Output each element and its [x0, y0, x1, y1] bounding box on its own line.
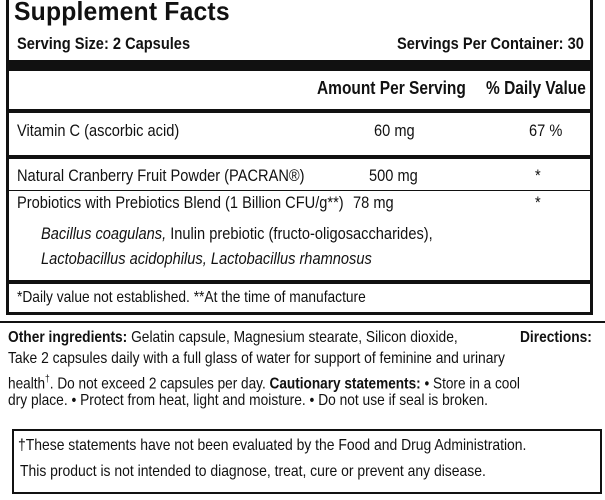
storage-text: dry place. • Protect from heat, light and moisture. • Do not use if seal is broken. [8, 392, 489, 409]
nutrient-daily-value: * [535, 166, 541, 185]
fda-disclaimer-box [12, 429, 602, 494]
directions-label: Directions: [520, 329, 592, 346]
nutrient-name: Natural Cranberry Fruit Powder (PACRAN®) [17, 166, 305, 185]
nutrient-amount: 60 mg [374, 121, 415, 140]
disclaimer-line-1: †These statements have not been evaluated by the Food and Drug Administration. [18, 437, 527, 454]
bottom-rule [9, 280, 590, 284]
row-divider [9, 190, 590, 191]
column-header-daily-value: % Daily Value [486, 78, 586, 98]
blend-ingredients-line-1: Bacillus coagulans, Inulin prebiotic (fructo-oligosaccharides), [41, 224, 433, 243]
nutrient-amount: 500 mg [369, 166, 418, 185]
nutrient-name: Vitamin C (ascorbic acid) [17, 121, 180, 140]
serving-size: Serving Size: 2 Capsules [17, 34, 191, 53]
supplement-facts-panel [6, 0, 593, 315]
panel-title: Supplement Facts [14, 0, 230, 26]
thick-rule [9, 60, 590, 71]
nutrient-daily-value: * [535, 193, 541, 212]
nutrient-daily-value: 67 % [529, 121, 563, 140]
disclaimer-line-2: This product is not intended to diagnose, treat, cure or prevent any disease. [20, 463, 486, 480]
footnote: *Daily value not established. **At the time of manufacture [17, 289, 366, 306]
directions-and-caution: health†. Do not exceed 2 capsules per day. Cautionary statements: • Store in a cool [8, 374, 520, 393]
directions-text: Take 2 capsules daily with a full glass of water for support of feminine and urinary [8, 350, 505, 367]
separator-line [0, 321, 605, 323]
nutrient-amount: 78 mg [353, 193, 394, 212]
other-ingredients: Other ingredients: Gelatin capsule, Magnesium stearate, Silicon dioxide, [8, 329, 458, 346]
section-rule [9, 155, 590, 159]
nutrient-name: Probiotics with Prebiotics Blend (1 Billion CFU/g**) [17, 193, 344, 212]
servings-per-container: Servings Per Container: 30 [397, 34, 584, 53]
column-header-amount: Amount Per Serving [317, 78, 466, 98]
blend-ingredients-line-2: Lactobacillus acidophilus, Lactobacillus rhamnosus [41, 249, 372, 268]
medium-rule [9, 109, 590, 113]
